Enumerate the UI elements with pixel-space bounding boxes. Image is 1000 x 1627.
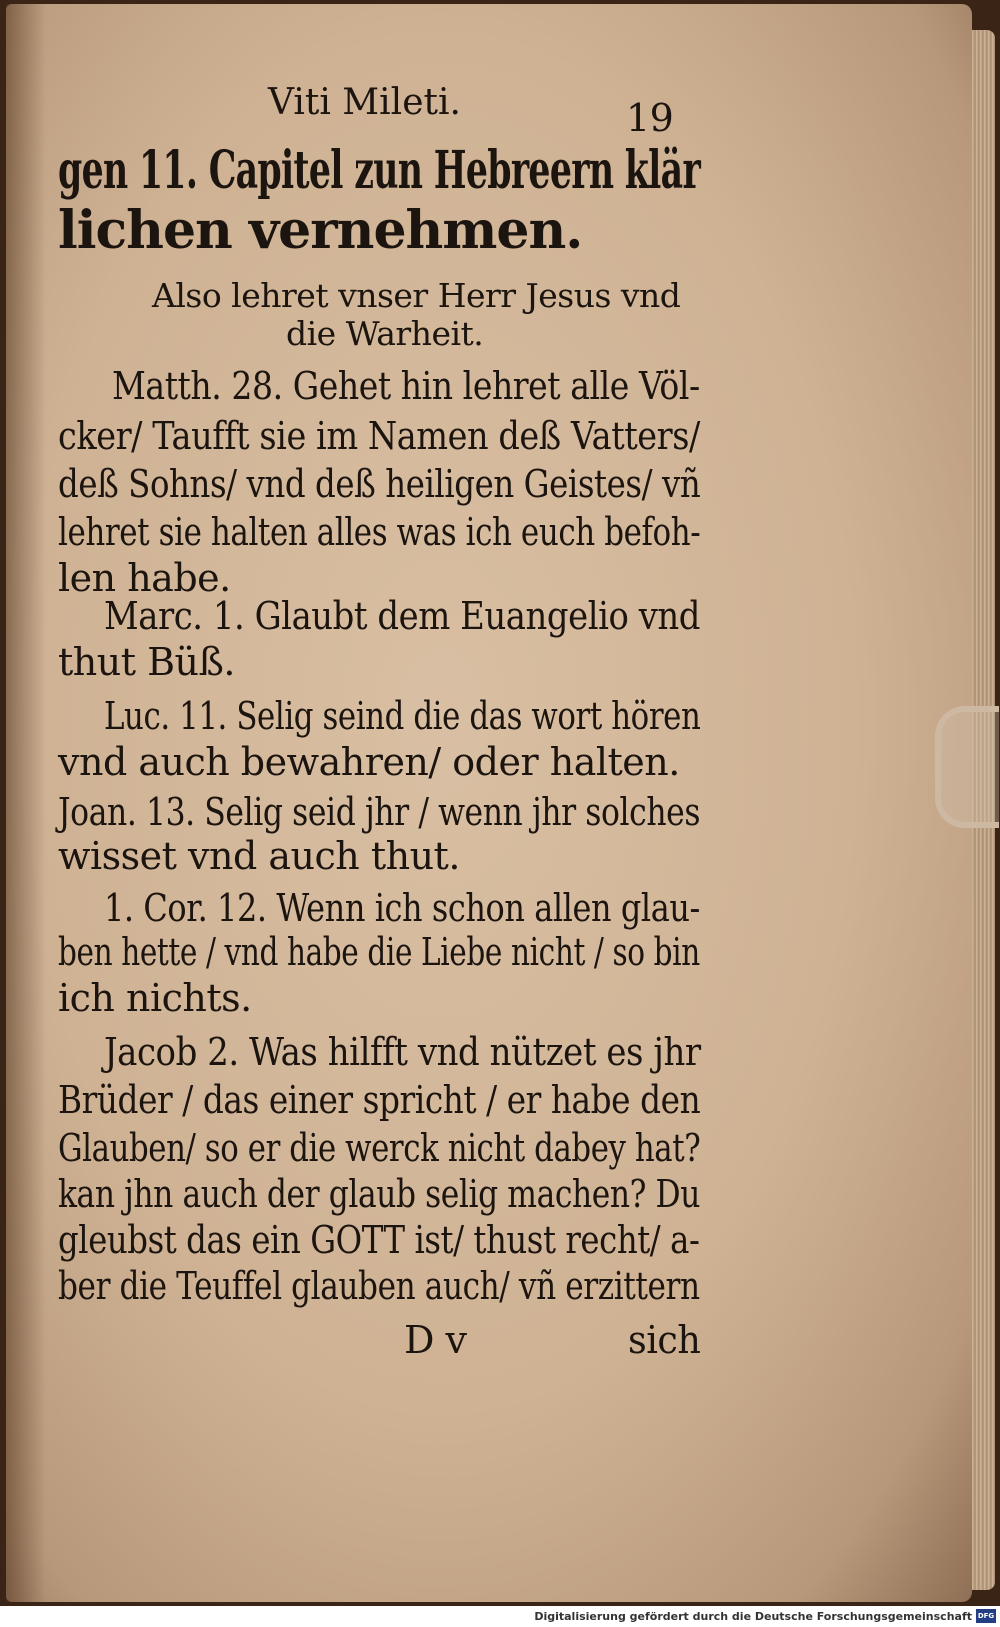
text-line: vnd auch bewahren/ oder halten. <box>58 740 680 784</box>
text-line: gleubst das ein GOTT ist/ thust recht/ a- <box>58 1218 700 1262</box>
text-line: kan jhn auch der glaub selig machen? Du <box>58 1172 700 1216</box>
text-line: wisset vnd auch thut. <box>58 834 460 878</box>
text-line: lehret sie halten alles was ich euch befoh- <box>58 510 701 554</box>
digitization-footer <box>0 1606 1000 1627</box>
text-line: Matth. 28. Gehet hin lehret alle Völ- <box>112 364 700 408</box>
dfg-logo: DFG <box>976 1609 996 1623</box>
text-line: Glauben/ so er die werck nicht dabey hat? <box>58 1126 701 1170</box>
text-line: Brüder / das einer spricht / er habe den <box>58 1078 701 1122</box>
text-line: gen 11. Capitel zun Hebreern klär <box>58 140 701 201</box>
section-heading: die Warheit. <box>286 314 484 353</box>
section-heading: Also lehret vnser Herr Jesus vnd <box>152 276 681 315</box>
text-line: Marc. 1. Glaubt dem Euangelio vnd <box>104 594 701 638</box>
running-head: Viti Mileti. <box>268 82 461 123</box>
text-line: len habe. <box>58 556 231 600</box>
text-line: Jacob 2. Was hilfft vnd nützet es jhr <box>104 1030 701 1074</box>
text-line: cker/ Taufft sie im Namen deß Vatters/ <box>58 414 700 458</box>
text-line: ben hette / vnd habe die Liebe nicht / so bin <box>58 930 700 974</box>
signature-mark: D v <box>404 1318 467 1362</box>
text-line: deß Sohns/ vnd deß heiligen Geistes/ vñ <box>58 462 701 506</box>
text-line: ber die Teuffel glauben auch/ vñ erzittern <box>58 1264 700 1308</box>
funding-credit: Digitalisierung gefördert durch die Deutsche Forschungsgemeinschaft <box>534 1610 972 1623</box>
text-line: thut Büß. <box>58 640 235 684</box>
text-line: 1. Cor. 12. Wenn ich schon allen glau- <box>104 886 700 930</box>
catchword: sich <box>628 1318 701 1362</box>
text-line: lichen vernehmen. <box>58 200 583 261</box>
text-line: ich nichts. <box>58 976 252 1020</box>
text-line: Luc. 11. Selig seind die das wort hören <box>104 694 701 738</box>
page-number: 19 <box>626 96 674 140</box>
text-line: Joan. 13. Selig seid jhr / wenn jhr solches <box>58 790 701 834</box>
